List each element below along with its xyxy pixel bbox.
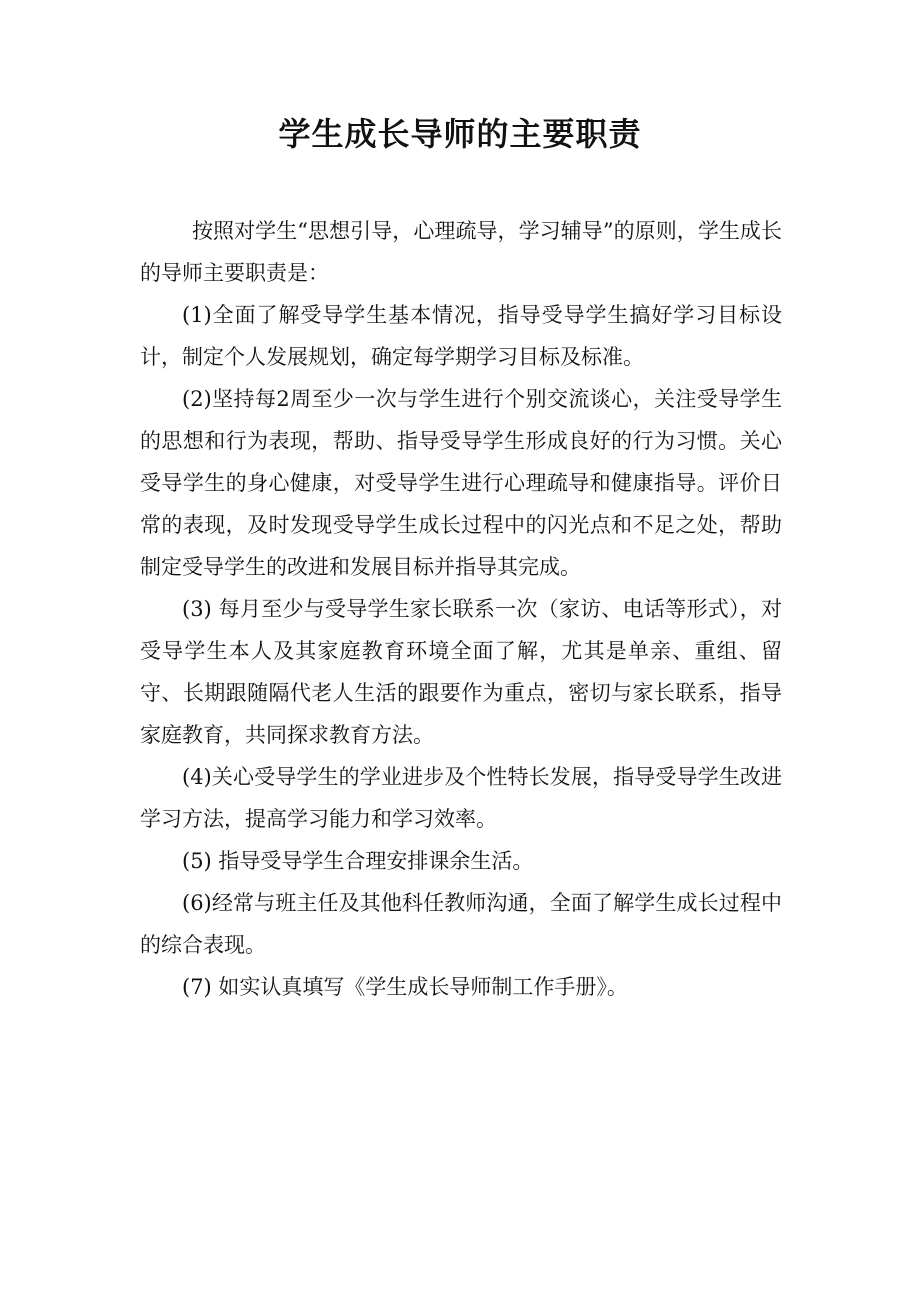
duty-item-3: (3) 每月至少与受导学生家长联系一次（家访、电话等形式），对受导学生本人及其家庭教育环境全面了解，尤其是单亲、重组、留守、长期跟随隔代老人生活的跟要作为重点，密切与家长联系，指导家庭教育，共同探求教育方法。 [140, 597, 782, 747]
intro-paragraph: 按照对学生“思想引导，心理疏导，学习辅导”的原则，学生成长的导师主要职责是： [140, 219, 782, 285]
document-title: 学生成长导师的主要职责 [278, 115, 642, 153]
duty-item-1: (1)全面了解受导学生基本情况，指导受导学生搞好学习目标设计，制定个人发展规划，确定每学期学习目标及标准。 [140, 303, 782, 369]
duty-item-6: (6)经常与班主任及其他科任教师沟通，全面了解学生成长过程中的综合表现。 [140, 891, 782, 957]
duty-item-7: (7) 如实认真填写《学生成长导师制工作手册》。 [182, 975, 628, 999]
duty-item-2: (2)坚持每2周至少一次与学生进行个别交流谈心，关注受导学生的思想和行为表现，帮助、指导受导学生形成良好的行为习惯。关心受导学生的身心健康，对受导学生进行心理疏导和健康指导。评价日常的表现，及时发现受导学生成长过程中的闪光点和不足之处，帮助制定受导学生的改进和发展目标并指导其完成。 [140, 387, 782, 579]
duty-item-5: (5) 指导受导学生合理安排课余生活。 [182, 849, 534, 873]
duty-item-4: (4)关心受导学生的学业进步及个性特长发展，指导受导学生改进学习方法，提高学习能力和学习效率。 [140, 765, 782, 831]
document-body [140, 210, 782, 1008]
